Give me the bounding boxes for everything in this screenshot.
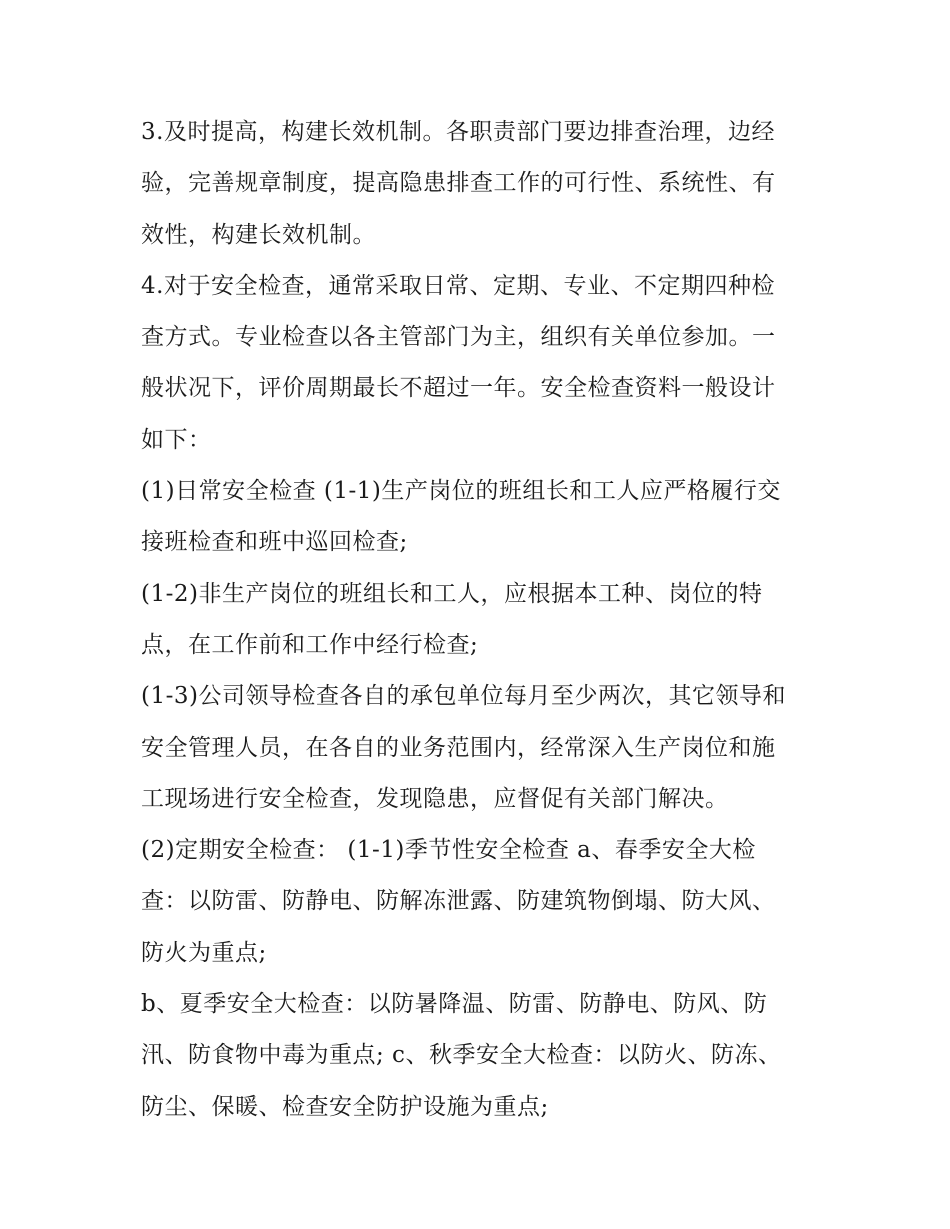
text-line: (1)日常安全检查 (1-1)生产岗位的班组长和工人应严格履行交 <box>141 478 781 505</box>
text-line: 验，完善规章制度，提高隐患排查工作的可行性、系统性、有 <box>141 170 776 197</box>
text-line: (1-3)公司领导检查各自的承包单位每月至少两次，其它领导和 <box>141 683 786 710</box>
text-line: 工现场进行安全检查，发现隐患，应督促有关部门解决。 <box>141 785 729 812</box>
text-line: 效性，构建长效机制。 <box>141 221 376 248</box>
text-line: 般状况下，评价周期最长不超过一年。安全检查资料一般设计 <box>141 375 776 402</box>
text-line: 3.及时提高，构建长效机制。各职责部门要边排查治理，边经 <box>141 119 775 145</box>
text-line: 接班检查和班中巡回检查; <box>141 529 408 556</box>
text-line: 汛、防食物中毒为重点; c、秋季安全大检查：以防火、防冻、 <box>141 1042 782 1069</box>
text-line: (1-2)非生产岗位的班组长和工人，应根据本工种、岗位的特 <box>141 580 763 607</box>
text-line: 点，在工作前和工作中经行检查; <box>141 631 479 658</box>
text-line: 防尘、保暖、检查安全防护设施为重点; <box>141 1093 549 1120</box>
document-body <box>141 107 821 1133</box>
text-line: 如下： <box>141 426 212 453</box>
text-line: b、夏季安全大检查：以防暑降温、防雷、防静电、防风、防 <box>141 991 768 1018</box>
text-line: (2)定期安全检查： (1-1)季节性安全检查 a、春季安全大检 <box>141 837 756 864</box>
text-line: 4.对于安全检查，通常采取日常、定期、专业、不定期四种检 <box>141 272 775 299</box>
text-line: 安全管理人员，在各自的业务范围内，经常深入生产岗位和施 <box>141 734 776 761</box>
text-line: 防火为重点; <box>141 939 267 966</box>
text-line: 查方式。专业检查以各主管部门为主，组织有关单位参加。一 <box>141 324 776 351</box>
text-line: 查：以防雷、防静电、防解冻泄露、防建筑物倒塌、防大风、 <box>141 888 776 915</box>
